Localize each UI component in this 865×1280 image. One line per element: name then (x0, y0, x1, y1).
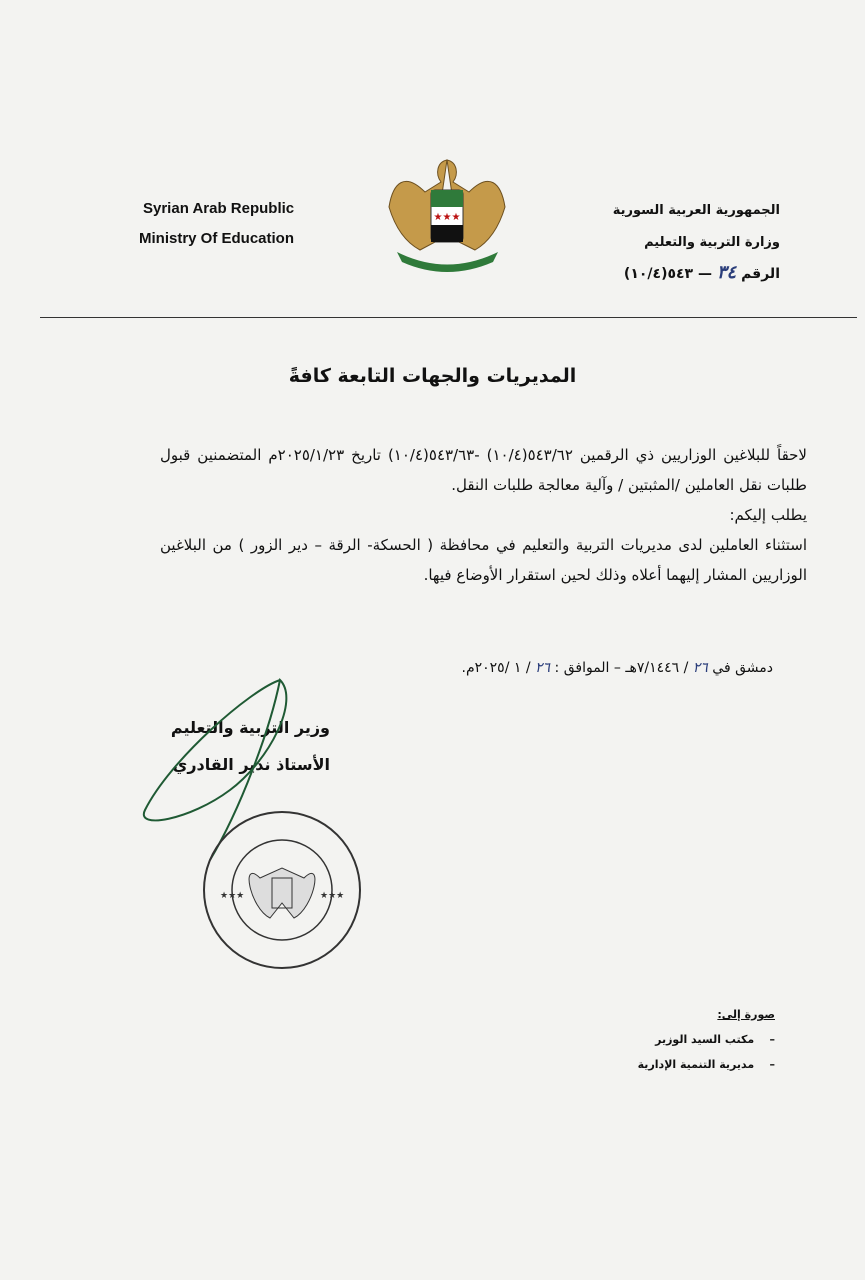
date-line (462, 660, 774, 676)
cc-item: – مديرية التنمية الإدارية (637, 1058, 775, 1071)
svg-text:★★★: ★★★ (320, 891, 345, 901)
date-prefix: دمشق في (712, 660, 773, 676)
cc-item: – مكتب السيد الوزير (655, 1033, 775, 1046)
body-paragraph-2: استثناء العاملين لدى مديريات التربية والتعليم في محافظة ( الحسكة- الرقة – دير الزور ) من البلاغين الوزاريين المشار إليهما أعلاه وذلك لحين استقرار الأوضاع فيها. (160, 536, 807, 584)
body-paragraph-1: لاحقاً للبلاغين الوزاريين ذي الرقمين ٥٤٣/٦٢(١٠/٤) -٥٤٣/٦٣(١٠/٤) تاريخ ٢٠٢٥/١/٢٣م المتضمنين قبول طلبات نقل العاملين /المثبتين / وآلية معالجة طلبات النقل. (160, 446, 807, 494)
signatory-title: وزير التربية والتعليم (170, 718, 330, 737)
hijri-date: / ٧/١٤٤٦هـ – الموافق : (554, 660, 689, 676)
official-seal (200, 808, 365, 973)
carbon-copy-list (638, 1002, 775, 1077)
english-country-name: Syrian Arab Republic (143, 200, 295, 217)
letter-body (160, 440, 807, 590)
hijri-day: ٢٦ (692, 660, 708, 676)
signatory-name: الأستاذ نذير القادري (172, 755, 330, 774)
dash: – (754, 1033, 775, 1046)
header-divider (40, 317, 857, 318)
arabic-ministry-name: وزارة التربية والتعليم (644, 235, 780, 250)
reference-suffix: ٥٤٣(١٠/٤) (623, 266, 694, 282)
svg-text:★★★: ★★★ (220, 891, 245, 901)
english-ministry-name: Ministry Of Education (139, 230, 295, 247)
gregorian-day: ٢٦ (535, 660, 551, 676)
body-request: يطلب إليكم: (729, 506, 807, 524)
reference-handwritten: ٣٤ (716, 262, 737, 283)
dash: – (754, 1058, 775, 1071)
arabic-country-name: الجمهورية العربية السورية (612, 203, 780, 218)
gregorian-date: / ١ /٢٠٢٥م. (461, 660, 531, 676)
cc-heading: صورة إلى: (717, 1008, 775, 1021)
reference-number: الرقم ٣٤ — ٥٤٣(١٠/٤) (623, 262, 780, 283)
recipient-title: المديريات والجهات التابعة كافةً (288, 365, 577, 387)
syrian-eagle-emblem (385, 152, 510, 274)
svg-text:★★★: ★★★ (433, 212, 461, 223)
reference-label: الرقم (741, 266, 780, 282)
